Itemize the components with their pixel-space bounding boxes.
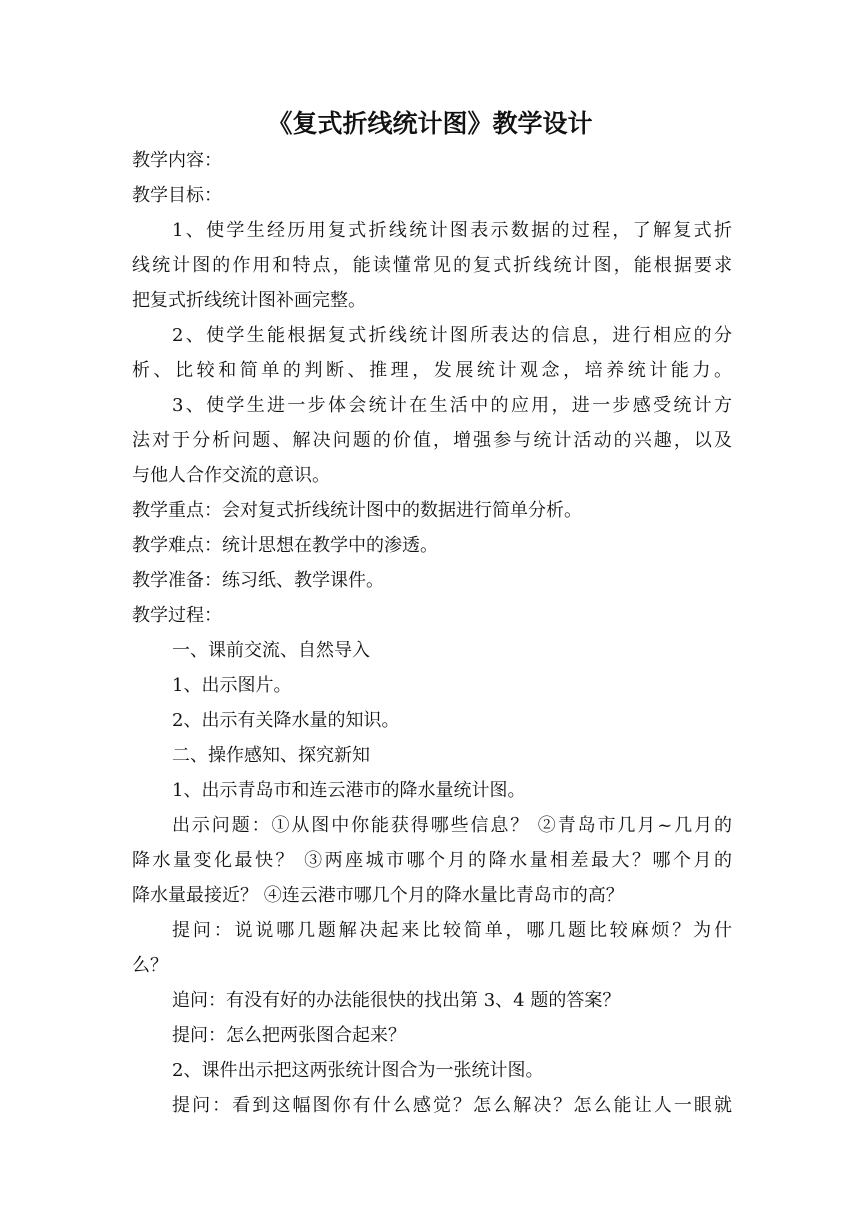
text-line: 把复式折线统计图补画完整。 — [132, 290, 366, 311]
text-line: 1、使学生经历用复式折线统计图表示数据的过程，了解复式折 — [172, 220, 732, 241]
text-line: 教学内容： — [132, 150, 222, 171]
text-line: 教学重点：会对复式折线统计图中的数据进行简单分析。 — [132, 500, 582, 521]
text-line: 出示问题：①从图中你能获得哪些信息？ ②青岛市几月~几月的 — [172, 815, 732, 836]
text-line: 教学准备：练习纸、教学课件。 — [132, 570, 384, 591]
text-line: 提问：怎么把两张图合起来？ — [172, 1025, 406, 1046]
text-line: 教学目标： — [132, 185, 222, 206]
document-title: 《复式折线统计图》教学设计 — [267, 109, 593, 138]
text-line: 线统计图的作用和特点，能读懂常见的复式折线统计图，能根据要求 — [132, 255, 732, 276]
text-line: 与他人合作交流的意识。 — [132, 465, 330, 486]
text-line: 法对于分析问题、解决问题的价值，增强参与统计活动的兴趣，以及 — [132, 430, 732, 451]
text-line: 降水量最接近？ ④连云港市哪几个月的降水量比青岛市的高？ — [132, 885, 624, 906]
text-line: 2、课件出示把这两张统计图合为一张统计图。 — [172, 1060, 544, 1081]
text-line: 提问：看到这幅图你有什么感觉？怎么解决？怎么能让人一眼就 — [172, 1095, 732, 1116]
text-line: 教学过程： — [132, 605, 222, 626]
text-line: 2、使学生能根据复式折线统计图所表达的信息，进行相应的分 — [172, 325, 732, 346]
text-line: 么？ — [132, 955, 168, 976]
text-line: 2、出示有关降水量的知识。 — [172, 710, 400, 731]
text-line: 提问：说说哪几题解决起来比较简单，哪几题比较麻烦？为什 — [172, 920, 732, 941]
text-line: 二、操作感知、探究新知 — [172, 745, 370, 766]
text-line: 降水量变化最快？ ③两座城市哪个月的降水量相差最大？哪个月的 — [132, 850, 732, 871]
text-line: 追问：有没有好的办法能很快的找出第 3、4 题的答案？ — [172, 990, 621, 1011]
text-line: 教学难点：统计思想在教学中的渗透。 — [132, 535, 438, 556]
text-line: 一、课前交流、自然导入 — [172, 640, 370, 661]
text-line: 1、出示图片。 — [172, 675, 292, 696]
document-body — [132, 143, 732, 1123]
text-line: 3、使学生进一步体会统计在生活中的应用，进一步感受统计方 — [172, 395, 732, 416]
text-line: 析、比较和简单的判断、推理，发展统计观念，培养统计能力。 — [132, 360, 732, 381]
text-line: 1、出示青岛市和连云港市的降水量统计图。 — [172, 780, 526, 801]
